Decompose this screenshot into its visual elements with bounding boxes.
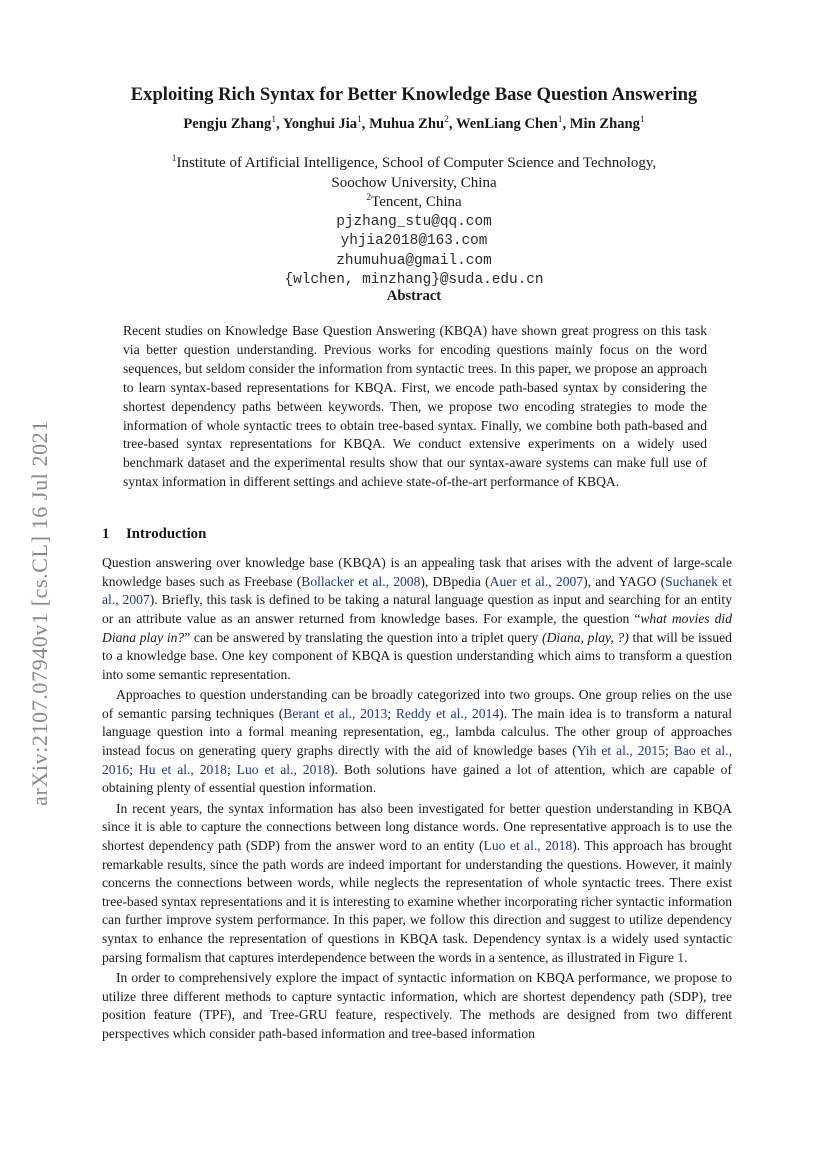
citation-link[interactable]: Bollacker et al., 2008 xyxy=(301,573,421,589)
abstract-heading: Abstract xyxy=(386,288,442,304)
affiliation-block xyxy=(0,154,828,291)
citation-link[interactable]: Luo et al., 2018 xyxy=(236,761,330,777)
email-address: zhumuhua@gmail.com xyxy=(336,252,492,269)
paragraph: Question answering over knowledge base (KBQA) is an appealing task that arises with the advent of large-scale knowledge bases such as Freebase (Bollacker et al., 2008), DBpedia (Auer et al., 2007), and YAGO (Suchanek et al., 2007). Briefly, this task is defined to be taking a natural language question as input and searching for an entity or an attribute value as an answer returned from knowledge bases. For example, the question “what movies did Diana play in?” can be answered by translating the question into a triplet query (Diana, play, ?) that will be issued to a knowledge base. One key component of KBQA is question understanding which aims to transform a question into some semantic representation. xyxy=(102,555,732,682)
body-text xyxy=(102,554,732,1044)
affiliation-line: $^1$Institute of Artificial Intelligence, School of Computer Science and Technology, xyxy=(171,154,657,171)
email-address: {wlchen, minzhang}@suda.edu.cn xyxy=(284,272,544,288)
arxiv-identifier-stamp xyxy=(22,378,58,848)
citation-link[interactable]: Yih et al., 2015 xyxy=(576,743,665,759)
author-name: Min Zhang xyxy=(569,116,640,132)
citation-link[interactable]: Suchanek et al., 2007 xyxy=(102,573,732,608)
paragraph: In recent years, the syntax information has also been investigated for better question understanding in KBQA since it is able to capture the connections between long distance words. One representative approach is to use the shortest dependency path (SDP) from the answer word to an entity (Luo et al., 2018). This approach has brought remarkable results, since the path words are indeed important for understanding the questions. However, it mainly concerns the connections between words, while neglects the representation of whole syntactic trees. There exist tree-based syntax representations and it is interesting to examine whether incorporating richer syntactic information can further improve system performance. In this paper, we follow this direction and suggest to utilize dependency syntax to enhance the representation of questions in KBQA task. Dependency syntax is a widely used syntactic parsing formalism that captures interdependence between the words in a sentence, as illustrated in Figure 1. xyxy=(102,800,732,965)
citation-link[interactable]: Luo et al., 2018 xyxy=(483,837,573,853)
author-name: Muhua Zhu xyxy=(369,116,445,132)
author-affiliation-mark: 1 xyxy=(639,115,645,126)
citation-link[interactable]: Bao et al., 2016 xyxy=(102,743,732,777)
paper-title: Exploiting Rich Syntax for Better Knowledge Base Question Answering xyxy=(130,84,698,105)
section-heading xyxy=(102,526,206,543)
citation-link[interactable]: Hu et al., 2018 xyxy=(138,761,227,777)
author-affiliation-mark: 1 xyxy=(557,115,563,126)
abstract-text: Recent studies on Knowledge Base Question Answering (KBQA) have shown great progress on this task via better question understanding. Previous works for encoding questions mainly focus on the word sequences, but seldom consider the information from syntactic trees. In this paper, we propose an approach to learn syntax-based representations for KBQA. First, we encode path-based syntax by considering the shortest dependency paths between keywords. Then, we propose two encoding strategies to mode the information of whole syntactic trees to obtain tree-based syntax. Finally, we combine both path-based and tree-based syntax representations for KBQA. We conduct extensive experiments on a widely used benchmark dataset and the experimental results show that our syntax-aware systems can make full use of syntax information in different settings and achieve state-of-the-art performance of KBQA. xyxy=(123,323,707,490)
citation-link[interactable]: Reddy et al., 2014 xyxy=(395,705,500,721)
affiliation-mark: 1 xyxy=(171,154,177,164)
author-name: Pengju Zhang xyxy=(183,116,272,132)
author-name: WenLiang Chen xyxy=(455,116,558,132)
section-title: Introduction xyxy=(126,526,207,542)
email-address: pjzhang_stu@qq.com xyxy=(336,213,492,230)
paragraph: In order to comprehensively explore the impact of syntactic information on KBQA performance, we propose to utilize three different methods to capture syntactic information, which are shortest dependency path (SDP), tree position feature (TPF), and Tree-GRU feature, respectively. The methods are designed from two different perspectives which consider path-based information and tree-based information xyxy=(102,969,732,1041)
example-triplet: (Diana, play, ?) xyxy=(542,629,629,645)
example-question: what movies did Diana play in? xyxy=(102,610,732,645)
citation-link[interactable]: Berant et al., 2013 xyxy=(283,705,388,721)
author-list: Pengju Zhang$^1$, Yonghui Jia$^1$, Muhua Zhu$^2$, WenLiang Chen$^1$, Min Zhang$^1$ xyxy=(183,115,645,132)
paragraph: Approaches to question understanding can be broadly categorized into two groups. One group relies on the use of semantic parsing techniques (Berant et al., 2013; Reddy et al., 2014). The main idea is to transform a natural language question into a formal meaning representation, eg., lambda calculus. The other group of approaches instead focus on generating query graphs directly with the aid of knowledge bases (Yih et al., 2015; Bao et al., 2016; Hu et al., 2018; Luo et al., 2018). Both solutions have gained a lot of attention, which are capable of obtaining plenty of essential question information. xyxy=(102,687,732,796)
affiliation-line: $^2$Tencent, China xyxy=(366,193,462,210)
author-name: Yonghui Jia xyxy=(282,116,358,132)
author-affiliation-mark: 1 xyxy=(271,115,277,126)
affiliation-line: Soochow University, China xyxy=(331,174,497,191)
figure-reference-link[interactable]: 1 xyxy=(677,949,685,965)
author-affiliation-mark: 2 xyxy=(444,115,449,126)
author-affiliation-mark: 1 xyxy=(357,115,362,126)
email-address: yhjia2018@163.com xyxy=(340,233,488,249)
affiliation-mark: 2 xyxy=(366,193,372,203)
arxiv-identifier-text: arXiv:2107.07940v1 [cs.CL] 16 Jul 2021 xyxy=(27,420,52,806)
citation-link[interactable]: Auer et al., 2007 xyxy=(489,573,584,589)
section-number: 1 xyxy=(102,526,110,542)
